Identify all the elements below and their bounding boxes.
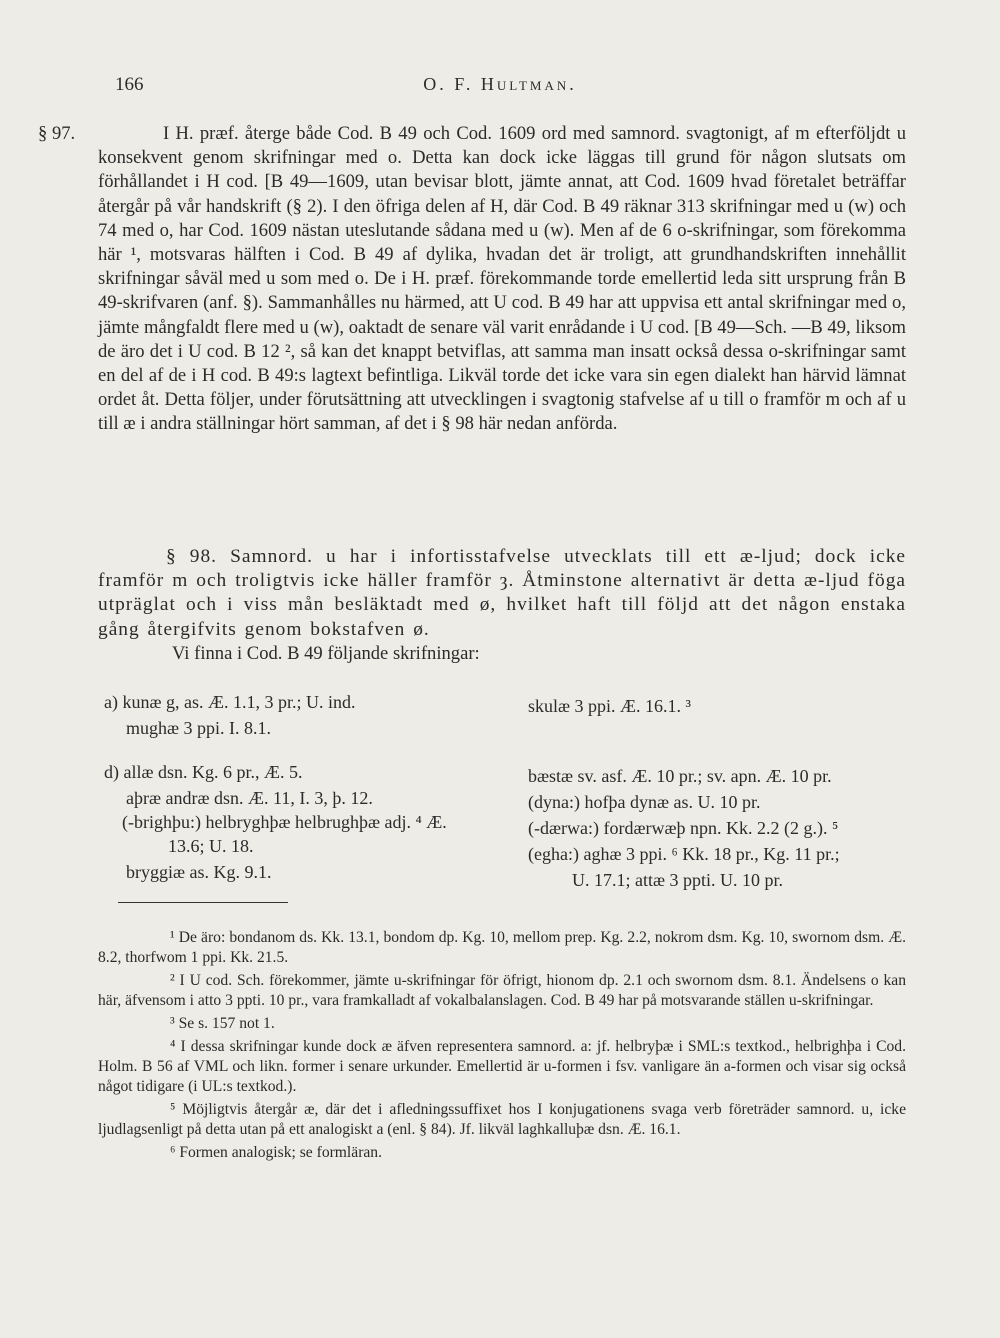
footnote-2	[98, 971, 906, 1011]
running-head: O. F. Hultman.	[423, 74, 577, 94]
footnote-2-text: ² I U cod. Sch. förekommer, jämte u-skrifningar för öfrigt, hionom dp. 2.1 och swornom dsm. 8.1. Ändelsens o kan här, äfvensom i atto 3 ppti. 10 pr., vara framkalladt af vokalbalanslagen. Cod. B 49 har på motsvarande ställen u-skrifningar.	[98, 972, 906, 1009]
entry-d-right-3: (-dærwa:) fordærwæþ npn. Kk. 2.2 (2 g.). ⁵	[528, 818, 839, 838]
footnote-4	[98, 1037, 906, 1097]
footnote-1	[98, 928, 906, 968]
section-98	[98, 545, 906, 666]
footnote-6-text: ⁶ Formen analogisk; se formläran.	[170, 1144, 383, 1161]
entry-d-right-5: U. 17.1; attæ 3 ppti. U. 10 pr.	[572, 870, 783, 890]
entry-d-right-1: bæstæ sv. asf. Æ. 10 pr.; sv. apn. Æ. 10 pr.	[528, 766, 832, 786]
entry-d-left-3: (-brighþu:) helbryghþæ helbrughþæ adj. ⁴ Æ.	[122, 812, 447, 832]
footnote-rule	[118, 902, 288, 903]
footnote-4-text: ⁴ I dessa skrifningar kunde dock æ äfven representera samnord. a: jf. helbryþæ i SML:s textkod., helbrighþa i Cod. Holm. B 56 af VML och likn. former i senare urkunder. Emellertid är u-formen i fsv. vanligare än a-formen och visar sig också något tidigare (i UL:s textkod.).	[98, 1038, 906, 1095]
section-98-intro: Vi finna i Cod. B 49 följande skrifningar:	[172, 642, 480, 664]
entry-d-left-4: 13.6; U. 18.	[168, 836, 254, 856]
footnote-6	[98, 1143, 906, 1163]
entry-a-left-1: a) kunæ g, as. Æ. 1.1, 3 pr.; U. ind.	[104, 692, 356, 712]
page-header	[0, 74, 1000, 104]
section-98-paragraph: § 98. Samnord. u har i infortisstafvelse utvecklats till ett æ-ljud; dock icke framför m och troligtvis icke häller framför ȝ. Åtminstone alternativt är detta æ-ljud föga utpräglat och i viss mån besläktadt med ø, hvilket haft till följd att det någon enstaka gång återgifvits genom bokstafven ø.	[98, 546, 906, 640]
entry-d-left-2: aþræ andræ dsn. Æ. 11, I. 3, þ. 12.	[126, 788, 373, 808]
page-number: 166	[115, 74, 144, 95]
entry-d-left-5: bryggiæ as. Kg. 9.1.	[126, 862, 272, 882]
entry-d-left-1: d) allæ dsn. Kg. 6 pr., Æ. 5.	[104, 762, 303, 782]
footnote-3	[98, 1014, 906, 1034]
section-97-marker: § 97.	[38, 123, 76, 144]
section-97-text: I H. præf. återge både Cod. B 49 och Cod. 1609 ord med samnord. svagtonigt, af m efterföljdt u konsekvent genom skrifningar med o. Detta kan dock icke läggas till grund för någon slutsats om förhållandet i H cod. [B 49—1609, utan bevisar blott, jämte annat, att Cod. 1609 hvad företalet beträffar återgår på vår handskrift (§ 2). I den öfriga delen af H, där Cod. B 49 räknar 313 skrifningar med u (w) och 74 med o, har Cod. 1609 nästan uteslutande sådana med u (w). Men af de 6 o-skrifningar, som förekomma här ¹, motsvaras hälften i Cod. B 49 af dylika, hvadan det är troligt, att grundhandskriften innehållit skrifningar såväl med u som med o. De i H. præf. förekommande torde emellertid leda sitt ursprung från B 49-skrifvaren (anf. §). Sammanhålles nu härmed, att U cod. B 49 har att uppvisa ett antal skrifningar med o, jämte mångfaldt flere med u (w), oaktadt de senare väl varit enrådande i U cod. [B 49—Sch. —B 49, liksom de äro det i U cod. B 12 ², så kan det knappt betviflas, att samma man insatt också dessa o-skrifningar samt en del af de i H cod. B 49:s lagtext befintliga. Likväl torde det icke vara sin egen dialekt han härvid lämnat ordet åt. Detta följer, under förutsättning att utvecklingen i svagtonig stafvelse af u till o framför m och af u till æ i andra ställningar hört samman, af det i § 98 här nedan anförda.	[98, 123, 906, 435]
entry-a-left-2: mughæ 3 ppi. I. 8.1.	[126, 718, 272, 738]
entry-a-right-1: skulæ 3 ppi. Æ. 16.1. ³	[528, 696, 691, 716]
entry-d-right-2: (dyna:) hofþa dynæ as. U. 10 pr.	[528, 792, 761, 812]
footnote-5	[98, 1100, 906, 1140]
footnote-1-text: ¹ De äro: bondanom ds. Kk. 13.1, bondom dp. Kg. 10, mellom prep. Kg. 2.2, nokrom dsm. Kg. 10, swornom dsm. Æ. 8.2, thorfwom 1 ppi. Kk. 21.5.	[98, 929, 906, 966]
section-97-paragraph	[38, 122, 906, 437]
footnotes	[98, 928, 906, 1166]
section-97	[38, 122, 906, 437]
footnote-5-text: ⁵ Möjligtvis återgår æ, där det i afledningssuffixet hos I konjugationens svaga verb företräder samnord. u, icke ljudlagsenligt på detta utan på ett analogiskt a (enl. § 84). Jf. likväl laghkalluþæ dsn. Æ. 16.1.	[98, 1101, 906, 1138]
footnote-3-text: ³ Se s. 157 not 1.	[170, 1015, 275, 1032]
entry-d-right-4: (egha:) aghæ 3 ppi. ⁶ Kk. 18 pr., Kg. 11 pr.;	[528, 844, 840, 864]
